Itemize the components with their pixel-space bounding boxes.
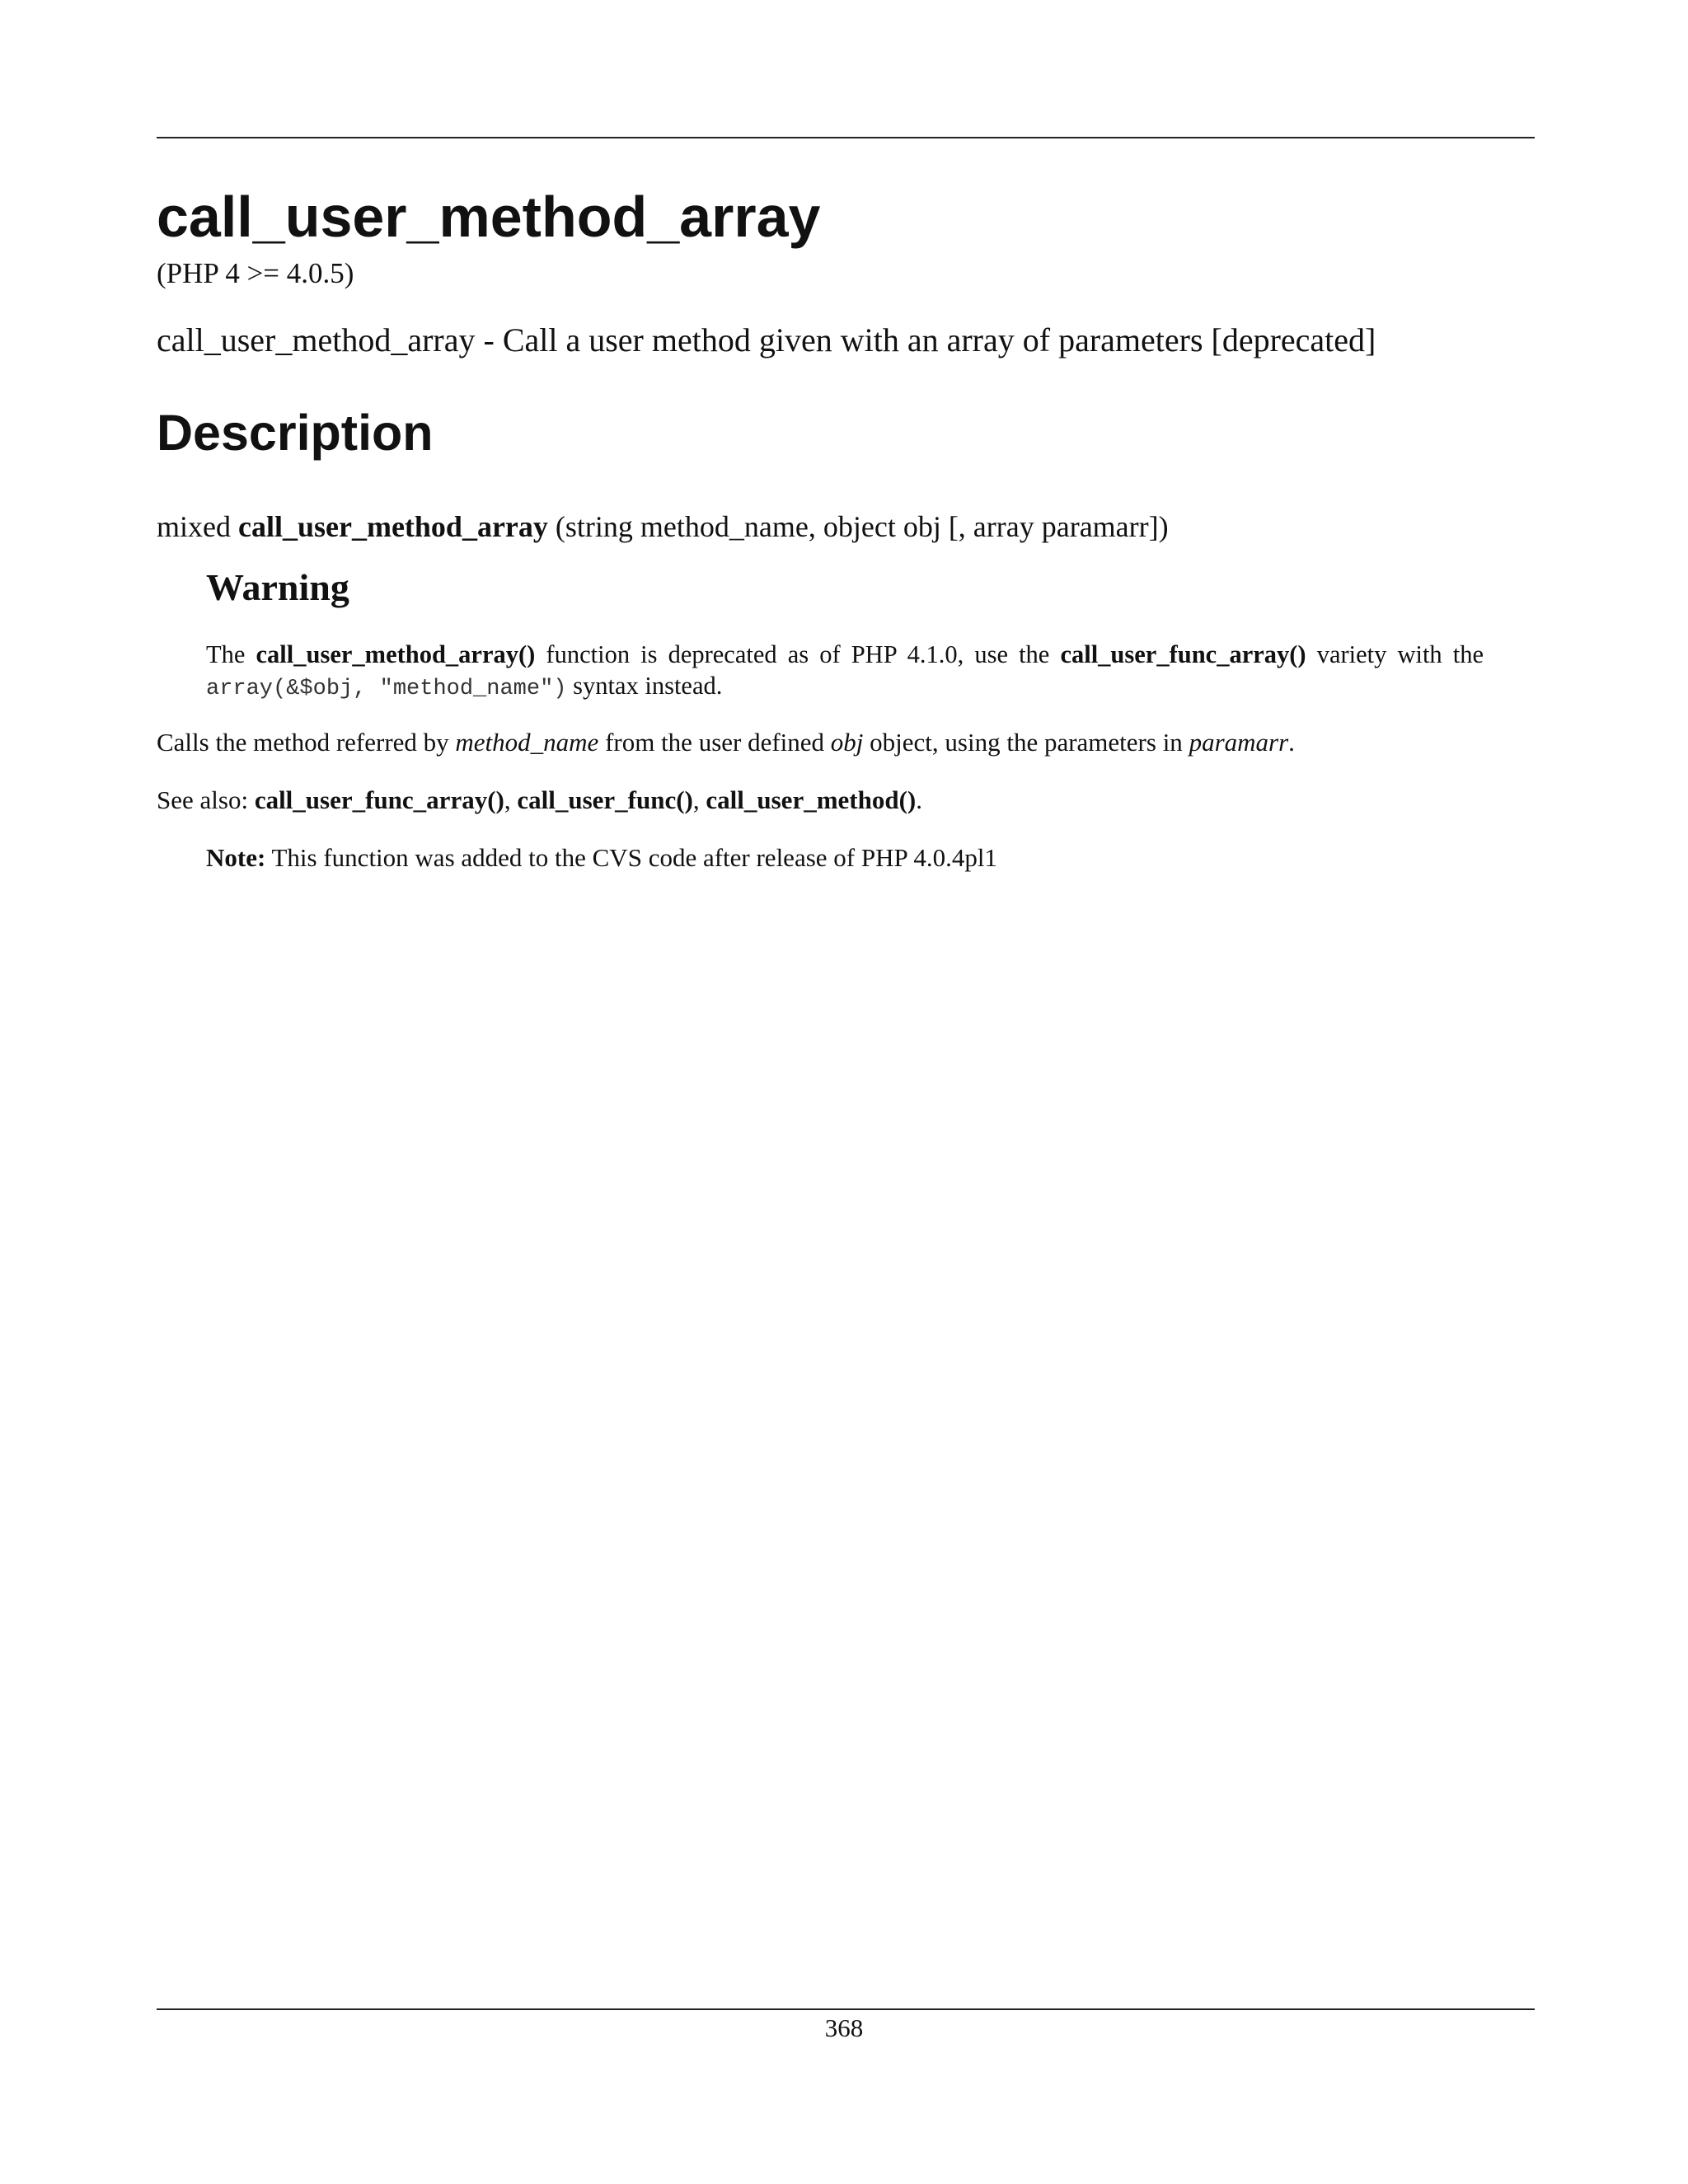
- warning-body: [206, 639, 1484, 705]
- function-synopsis: [157, 512, 1169, 541]
- see-also-link[interactable]: call_user_func_array(): [254, 785, 504, 814]
- warning-text: variety with the: [1316, 640, 1484, 668]
- separator: ,: [504, 785, 511, 814]
- paragraph-text: Calls the method referred by: [157, 728, 449, 757]
- warning-text: The: [206, 640, 246, 668]
- see-also-link[interactable]: call_user_func(): [517, 785, 693, 814]
- page-title: call_user_method_array: [157, 185, 821, 249]
- function-name: call_user_method_array: [237, 510, 548, 543]
- separator: ,: [692, 785, 700, 814]
- note: [206, 845, 997, 870]
- warning-text: function is deprecated as of PHP 4.1.0, use the: [546, 640, 1050, 668]
- code-literal: array(&$obj, "method_name"): [206, 677, 567, 701]
- parameter-ref: method_name: [455, 728, 599, 757]
- section-heading-description: Description: [157, 405, 434, 461]
- ref-purpose: call_user_method_array - Call a user method given with an array of parameters [deprecated]: [157, 321, 1376, 359]
- page-number: 368: [824, 2013, 864, 2042]
- separator: .: [916, 785, 922, 814]
- parameter-list: (string method_name, object obj [, array paramarr]): [555, 510, 1169, 543]
- return-type: mixed: [157, 510, 231, 543]
- note-label: Note:: [206, 843, 266, 872]
- note-text: This function was added to the CVS code after release of PHP 4.0.4pl1: [271, 843, 997, 872]
- see-also-label: See also:: [157, 785, 249, 814]
- parameter-ref: paramarr: [1189, 728, 1289, 757]
- parameter-ref: obj: [830, 728, 864, 757]
- paragraph-text: object, using the parameters in: [870, 728, 1183, 757]
- version-info: (PHP 4 >= 4.0.5): [157, 257, 354, 289]
- warning-text: syntax instead.: [573, 672, 723, 700]
- paragraph-text: .: [1288, 728, 1295, 757]
- see-also-link[interactable]: call_user_method(): [706, 785, 917, 814]
- description-paragraph: [157, 729, 1295, 755]
- warning-title: Warning: [206, 566, 349, 608]
- header-rule: [157, 137, 1535, 138]
- function-ref: call_user_method_array(): [256, 640, 536, 668]
- paragraph-text: from the user defined: [605, 728, 825, 757]
- function-ref: call_user_func_array(): [1060, 640, 1306, 668]
- see-also: [157, 787, 922, 813]
- footer-rule: [157, 2008, 1535, 2010]
